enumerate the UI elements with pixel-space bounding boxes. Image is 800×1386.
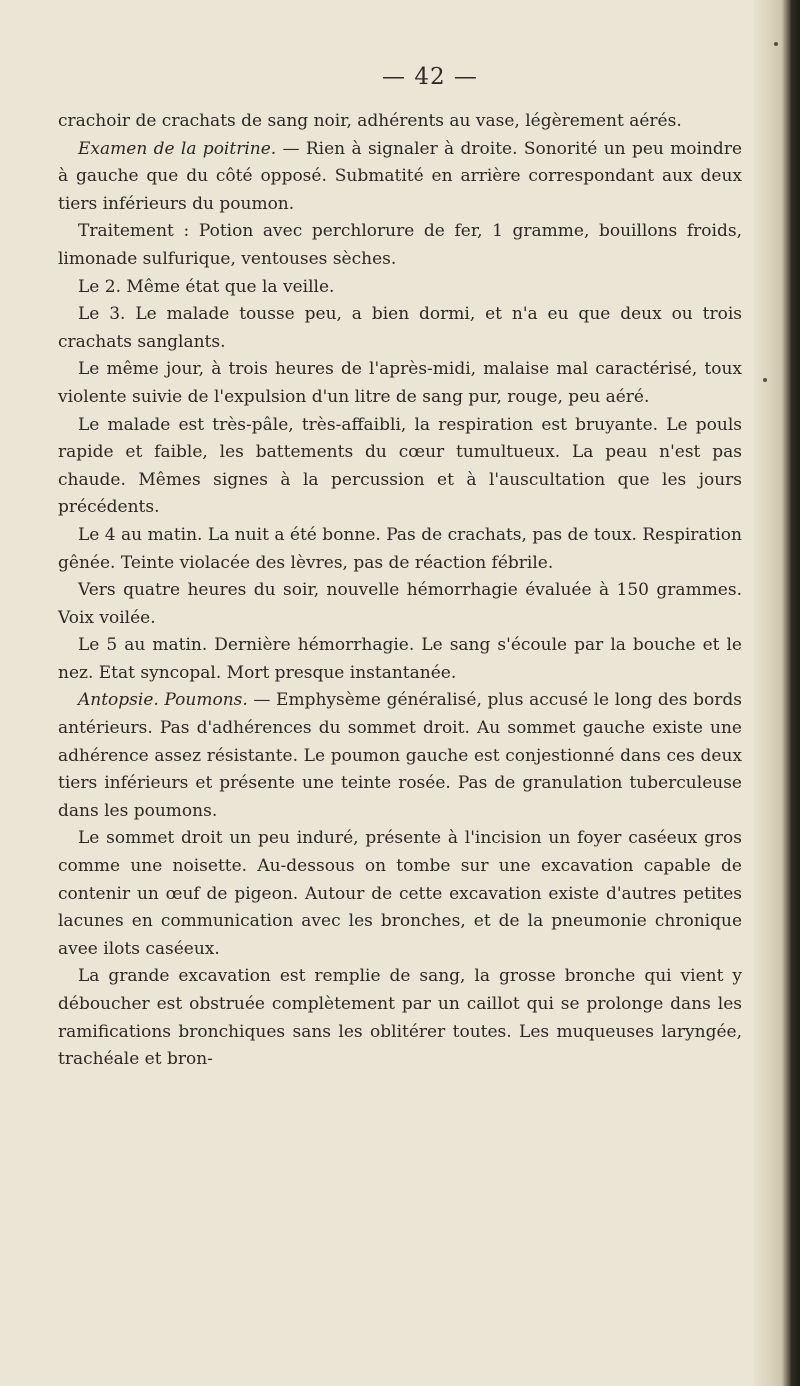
- paragraph: [58, 412, 742, 522]
- paragraph-text: — Emphysème généralisé, plus accusé le long des bords antérieurs. Pas d'adhérences du sommet droit. Au sommet gauche existe une adhérence assez résistante. Le poumon gauche est conjestionné dans ces deux tiers inférieurs et présente une teinte rosée. Pas de granulation tuberculeuse dans les poumons.: [58, 690, 742, 821]
- paragraph-text: Le 2. Même état que la veille.: [78, 276, 335, 297]
- paragraph-text: La grande excavation est remplie de sang, la grosse bronche qui vient y déboucher est obstruée complètement par un caillot qui se prolonge dans les ramifications bronchiques sans les oblitérer toutes. Les muqueuses laryngée, trachéale et bron-: [58, 966, 742, 1070]
- body-text: [58, 108, 742, 1074]
- paragraph-text: crachoir de crachats de sang noir, adhérents au vase, légèrement aérés.: [58, 111, 682, 131]
- paragraph-text: Le 5 au matin. Dernière hémorrhagie. Le sang s'écoule par la bouche et le nez. Etat syncopal. Mort presque instantanée.: [58, 635, 742, 683]
- paragraph: [58, 136, 742, 219]
- paragraph: [58, 577, 742, 632]
- section-label: Antopsie. Poumons.: [78, 690, 248, 711]
- section-label: Examen de la poitrine.: [78, 138, 277, 159]
- paragraph: [58, 963, 742, 1073]
- page-edge-line: [784, 0, 786, 1386]
- paragraph: [58, 108, 742, 136]
- paragraph: [58, 274, 742, 302]
- paragraph-text: Le 3. Le malade tousse peu, a bien dormi, et n'a eu que deux ou trois crachats sanglants.: [58, 304, 742, 352]
- paragraph-text: Traitement : Potion avec perchlorure de fer, 1 gramme, bouillons froids, limonade sulfurique, ventouses sèches.: [58, 221, 742, 269]
- page-number: — 42 —: [382, 64, 478, 90]
- paragraph-text: — Rien à signaler à droite. Sonorité un peu moindre à gauche que du côté opposé. Submatité en arrière correspondant aux deux tiers inférieurs du poumon.: [58, 138, 743, 214]
- page-edge-shadow: [754, 0, 800, 1386]
- paragraph: [58, 632, 742, 687]
- paragraph-text: Le 4 au matin. La nuit a été bonne. Pas de crachats, pas de toux. Respiration gênée. Teinte violacée des lèvres, pas de réaction fébrile.: [58, 524, 742, 573]
- speck-mark: [774, 42, 778, 46]
- paragraph: [58, 301, 742, 356]
- paragraph-text: Le même jour, à trois heures de l'après-midi, malaise mal caractérisé, toux violente suivie de l'expulsion d'un litre de sang pur, rouge, peu aéré.: [58, 359, 742, 407]
- paragraph: [58, 825, 742, 963]
- paragraph: [58, 522, 742, 577]
- paragraph: [58, 356, 742, 411]
- paragraph-text: Le malade est très-pâle, très-affaibli, la respiration est bruyante. Le pouls rapide et faible, les battements du cœur tumultueux. La peau n'est pas chaude. Mêmes signes à la percussion et à l'auscultation que les jours précédents.: [58, 414, 742, 518]
- paragraph: [58, 687, 742, 825]
- paragraph: [58, 218, 742, 273]
- speck-mark: [763, 378, 767, 382]
- paragraph-text: Vers quatre heures du soir, nouvelle hémorrhagie évaluée à 150 grammes. Voix voilée.: [58, 580, 742, 628]
- paragraph-text: Le sommet droit un peu induré, présente à l'incision un foyer caséeux gros comme une noisette. Au-dessous on tombe sur une excavation capable de contenir un œuf de pigeon. Autour de cette excavation existe d'autres petites lacunes en communication avec les bronches, et de la pneumonie chronique avee ilots caséeux.: [58, 828, 742, 959]
